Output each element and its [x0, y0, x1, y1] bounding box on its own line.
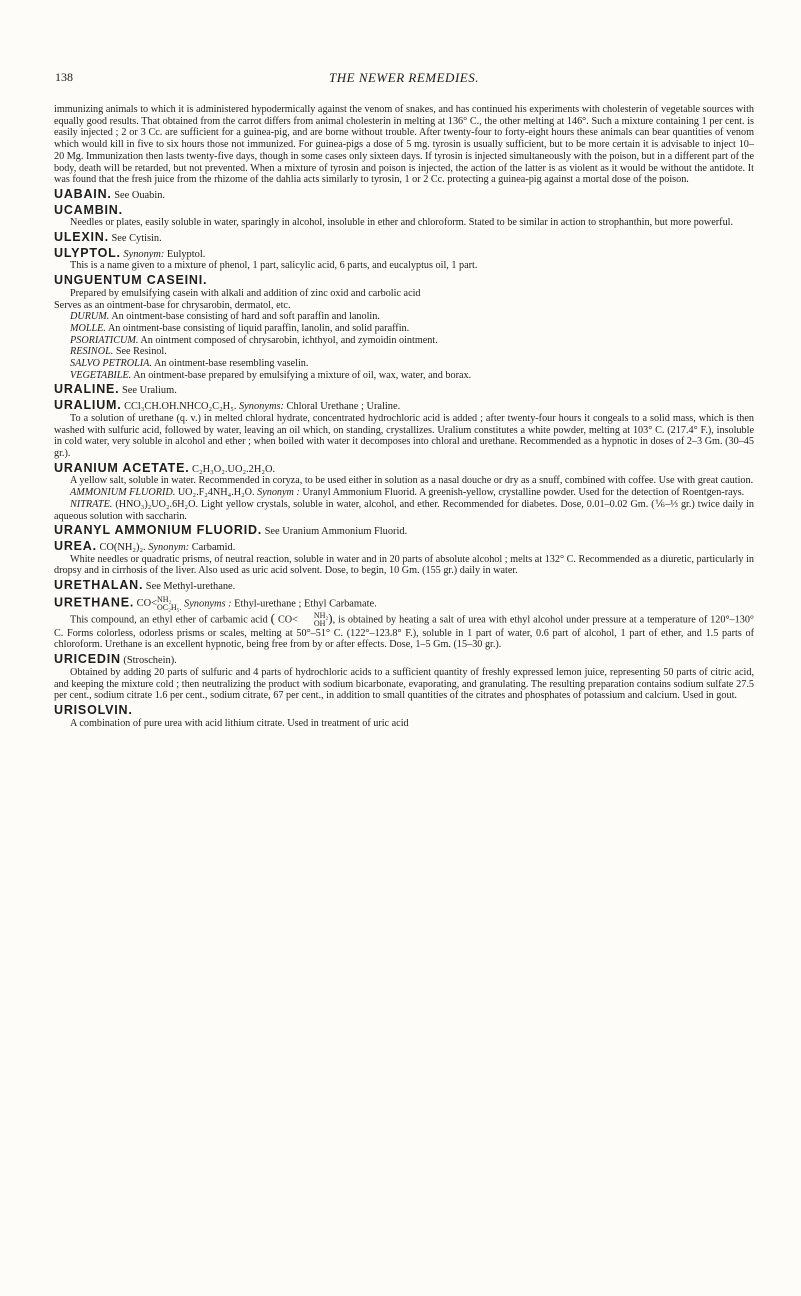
synonym-label: Synonym :: [257, 487, 300, 499]
subentry-title: DURUM.: [70, 311, 110, 323]
subentry-title: RESINOL.: [70, 346, 114, 358]
subentry-text: See Resinol.: [115, 346, 167, 358]
entry-urea: [54, 538, 754, 577]
entry-ulexin: [54, 232, 754, 245]
book-page: [54, 70, 754, 729]
subentry-title: PSORIATICUM.: [70, 334, 139, 346]
page-number: 138: [55, 70, 73, 84]
headword: ULYPTOL.: [54, 245, 121, 260]
subentry: [54, 358, 754, 370]
subentry-text: An ointment-base consisting of liquid paraffin, lanolin, and solid paraffin.: [107, 322, 410, 334]
formula: CO(NH₂)₂.: [99, 541, 146, 553]
subentry-text: An ointment-base prepared by emulsifying a mixture of oil, wax, water, and borax.: [133, 369, 472, 381]
formula: C₂H₃O₂.UO₂.2H₂O.: [192, 463, 276, 475]
entry-text: Obtained by adding 20 parts of sulfuric and 4 parts of hydrochloric acids to a sufficient quantity of freshly expressed lemon juice, representing 50 parts of citric acid, and keeping the mixture cold ; then neutralizing the product with sodium bicarbonate, evaporating, and granulating. The resulting preparation contains sodium sulfate 27.5 per cent., sodium citrate 1.6 per cent., sodium citrate, 67 per cent., in addition to small quantities of the citrates and phosphates of potassium and calcium. Used in gout.: [54, 666, 754, 702]
synonym: Uranyl Ammonium Fluorid.: [302, 487, 417, 499]
entry-uraline: [54, 384, 754, 397]
subentry-nitrate: [54, 499, 754, 522]
synonym: Ethyl-urethane ; Ethyl Carbamate.: [234, 598, 377, 610]
headword: URALIUM.: [54, 398, 122, 413]
cross-reference: See Cytisin.: [111, 233, 162, 245]
subentry: [54, 370, 754, 382]
formula: UO₂.F₂4NH₄.H₂O.: [177, 487, 255, 499]
headword: URETHALAN.: [54, 578, 144, 593]
entry-urethane: [54, 596, 754, 651]
entry-text: To a solution of urethane (q. v.) in melted chloral hydrate, concentrated hydrochloric acid is added ; after twenty-four hours it congeals to a solid mass, which is then washed with sulfuric acid, followed by water, leaving an oil which, on standing, crystallizes. Uralium constitutes a white powder, melting at 103° C. (217.4° F.), insoluble in cold water, very soluble in alcohol and ether ; when boiled with water it decomposes into chloral and urethane. Recommended as a hypnotic in doses of 2–3 Gm. (30–45 gr.).: [54, 412, 754, 459]
headword: URALINE.: [54, 382, 120, 397]
subentry-text: An ointment composed of chrysarobin, ichthyol, and zymoidin ointment.: [140, 334, 438, 346]
entry-text: Needles or plates, easily soluble in water, sparingly in alcohol, insoluble in ether and chloroform. Stated to be similar in action to strophanthin, but more powerful.: [70, 217, 734, 229]
headword: URETHANE.: [54, 595, 135, 610]
subentry-title: NITRATE.: [70, 498, 113, 510]
entry-uranyl: [54, 525, 754, 538]
entry-uricedin: [54, 654, 754, 702]
synonym: Chloral Urethane ; Uraline.: [286, 401, 401, 413]
entry-unguentum-caseini: [54, 275, 754, 381]
entry-uralium: [54, 400, 754, 460]
entry-text: This is a name given to a mixture of phenol, 1 part, salicylic acid, 6 parts, and eucalyptus oil, 1 part.: [70, 260, 478, 272]
headword: URICEDIN: [54, 652, 121, 667]
intro-paragraph: immunizing animals to which it is administered hypodermically against the venom of snakes, and has continued his experiments with cholesterin of vegetable sources with equally good results. That obtained from the carrot differs from animal cholesterin in melting at 136° C., the other melting at 146°. Such a mixture containing 1 per cent. is easily injected ; 2 or 3 Cc. are sufficient for a guinea-pig, and are borne without trouble. After twenty-four to forty-eight hours these animals can bear quantities of venom which would kill in five to six hours those not immunized. For guinea-pigs a dose of 5 mg. tyrosin is usually sufficient, but to be more certain it is advisable to inject 10–20 Mg. Immunization then lasts twenty-five days, though in some cases only sixteen days. If tyrosin is injected simultaneously with the poison, but in a different part of the body, death will be retarded, but not prevented. When a mixture of tyrosin and poison is injected, the action of the latter is as violent as it would be without the antidote. It was found that the fresh juice from the rhizome of the dahlia acts similarly to tyrosin, 1 or 2 Cc. protecting a guinea-pig against a mortal dose of the poison.: [54, 104, 754, 186]
subentry: [54, 346, 754, 358]
synonym-label: Synonyms:: [238, 401, 284, 413]
synonym-label: Synonym:: [148, 541, 190, 553]
cross-reference: See Methyl-urethane.: [145, 581, 236, 593]
subentry: [54, 311, 754, 323]
running-head: [54, 70, 754, 88]
cross-reference: See Ouabin.: [114, 189, 166, 201]
entry-ucambin: [54, 202, 754, 229]
headword: URISOLVIN.: [54, 702, 133, 717]
subentry-text: A greenish-yellow, crystalline powder. Used for the detection of Roentgen-rays.: [418, 487, 745, 499]
subentry-title: SALVO PETROLIA.: [70, 358, 152, 370]
running-title: THE NEWER REMEDIES.: [329, 70, 479, 85]
entry-text-2: Serves as an ointment-base for chrysarobin, dermatol, etc.: [54, 299, 291, 311]
headword: UCAMBIN.: [54, 202, 123, 217]
headword: URANIUM ACETATE.: [54, 460, 190, 475]
subentry-title: AMMONIUM FLUORID.: [70, 487, 176, 499]
synonym: Eulyptol.: [166, 248, 206, 260]
entry-urisolvin: [54, 702, 754, 729]
page-body: [54, 104, 754, 729]
subentry: [54, 335, 754, 347]
entry-text: A combination of pure urea with acid lithium citrate. Used in treatment of uric acid: [70, 717, 409, 729]
cross-reference: See Uranium Ammonium Fluorid.: [264, 526, 408, 538]
subentry-list: [54, 311, 754, 381]
entry-uranium-acetate: [54, 460, 754, 523]
entry-text: White needles or quadratic prisms, of neutral reaction, soluble in water and in 20 parts of absolute alcohol ; melts at 132° C. Recommended as a diuretic, particularly in dropsy and in cirrhosis of the liver. Also used as uric acid solvent. Dose, to begin, 10 Gm. (155 gr.) daily in water.: [54, 553, 754, 577]
headword: UABAIN.: [54, 186, 112, 201]
entry-urethalan: [54, 580, 754, 593]
cross-reference: See Uralium.: [121, 385, 177, 397]
subentry-ammonium-fluorid: [54, 487, 754, 499]
subentry-title: VEGETABILE.: [70, 369, 132, 381]
entry-ulyptol: [54, 245, 754, 272]
subentry-title: MOLLE.: [70, 322, 106, 334]
subentry: [54, 323, 754, 335]
synonym-label: Synonyms :: [184, 598, 232, 610]
headword: UREA.: [54, 538, 97, 553]
subentry-text: (HNO₃)₂UO₂.6H₂O. Light yellow crystals, soluble in water, alcohol, and ether. Recommended for diabetes. Dose, 0.01–0.02 Gm. (⅙–⅓ gr.) twice daily in aqueous solution with saccharin.: [54, 498, 754, 522]
headword: ULEXIN.: [54, 230, 109, 245]
maker: (Stroschein).: [123, 655, 177, 667]
entry-text: This compound, an ethyl ether of carbamic acid ( CO< NH₂ OH ), is obtained by heating a salt of urea with ethyl alcohol under pressure at a temperature of 120°–130° C. Forms colorless, odorless prisms or scales, melting at 50°–51° C. (122°–123.8° F.), soluble in 1 part of water, 0.6 part of alcohol, 1 part of ether, and 1.5 parts of chloroform. Urethane is an excellent hypnotic, being free from by or after effects. Dose, 1–5 Gm. (15–30 gr.).: [54, 610, 754, 651]
subentry-text: An ointment-base resembling vaselin.: [153, 358, 309, 370]
entry-uabain: [54, 186, 754, 202]
entry-text: A yellow salt, soluble in water. Recommended in coryza, to be used either in solution as a nasal douche or dry as a snuff, combined with coffee. Use with great caution.: [70, 475, 754, 487]
headword: UNGUENTUM CASEINI.: [54, 273, 208, 288]
synonym: Carbamid.: [191, 541, 236, 553]
headword: URANYL AMMONIUM FLUORID.: [54, 523, 263, 538]
synonym-label: Synonym:: [123, 248, 165, 260]
formula: CO< NH₂ OC₂H₅.: [136, 594, 182, 612]
subentry-text: An ointment-base consisting of hard and soft paraffin and lanolin.: [111, 311, 380, 323]
formula: CCl₃CH.OH.NHCO₂C₂H₅.: [124, 401, 237, 413]
entry-text: Prepared by emulsifying casein with alkali and addition of zinc oxid and carbolic acid: [70, 287, 421, 299]
